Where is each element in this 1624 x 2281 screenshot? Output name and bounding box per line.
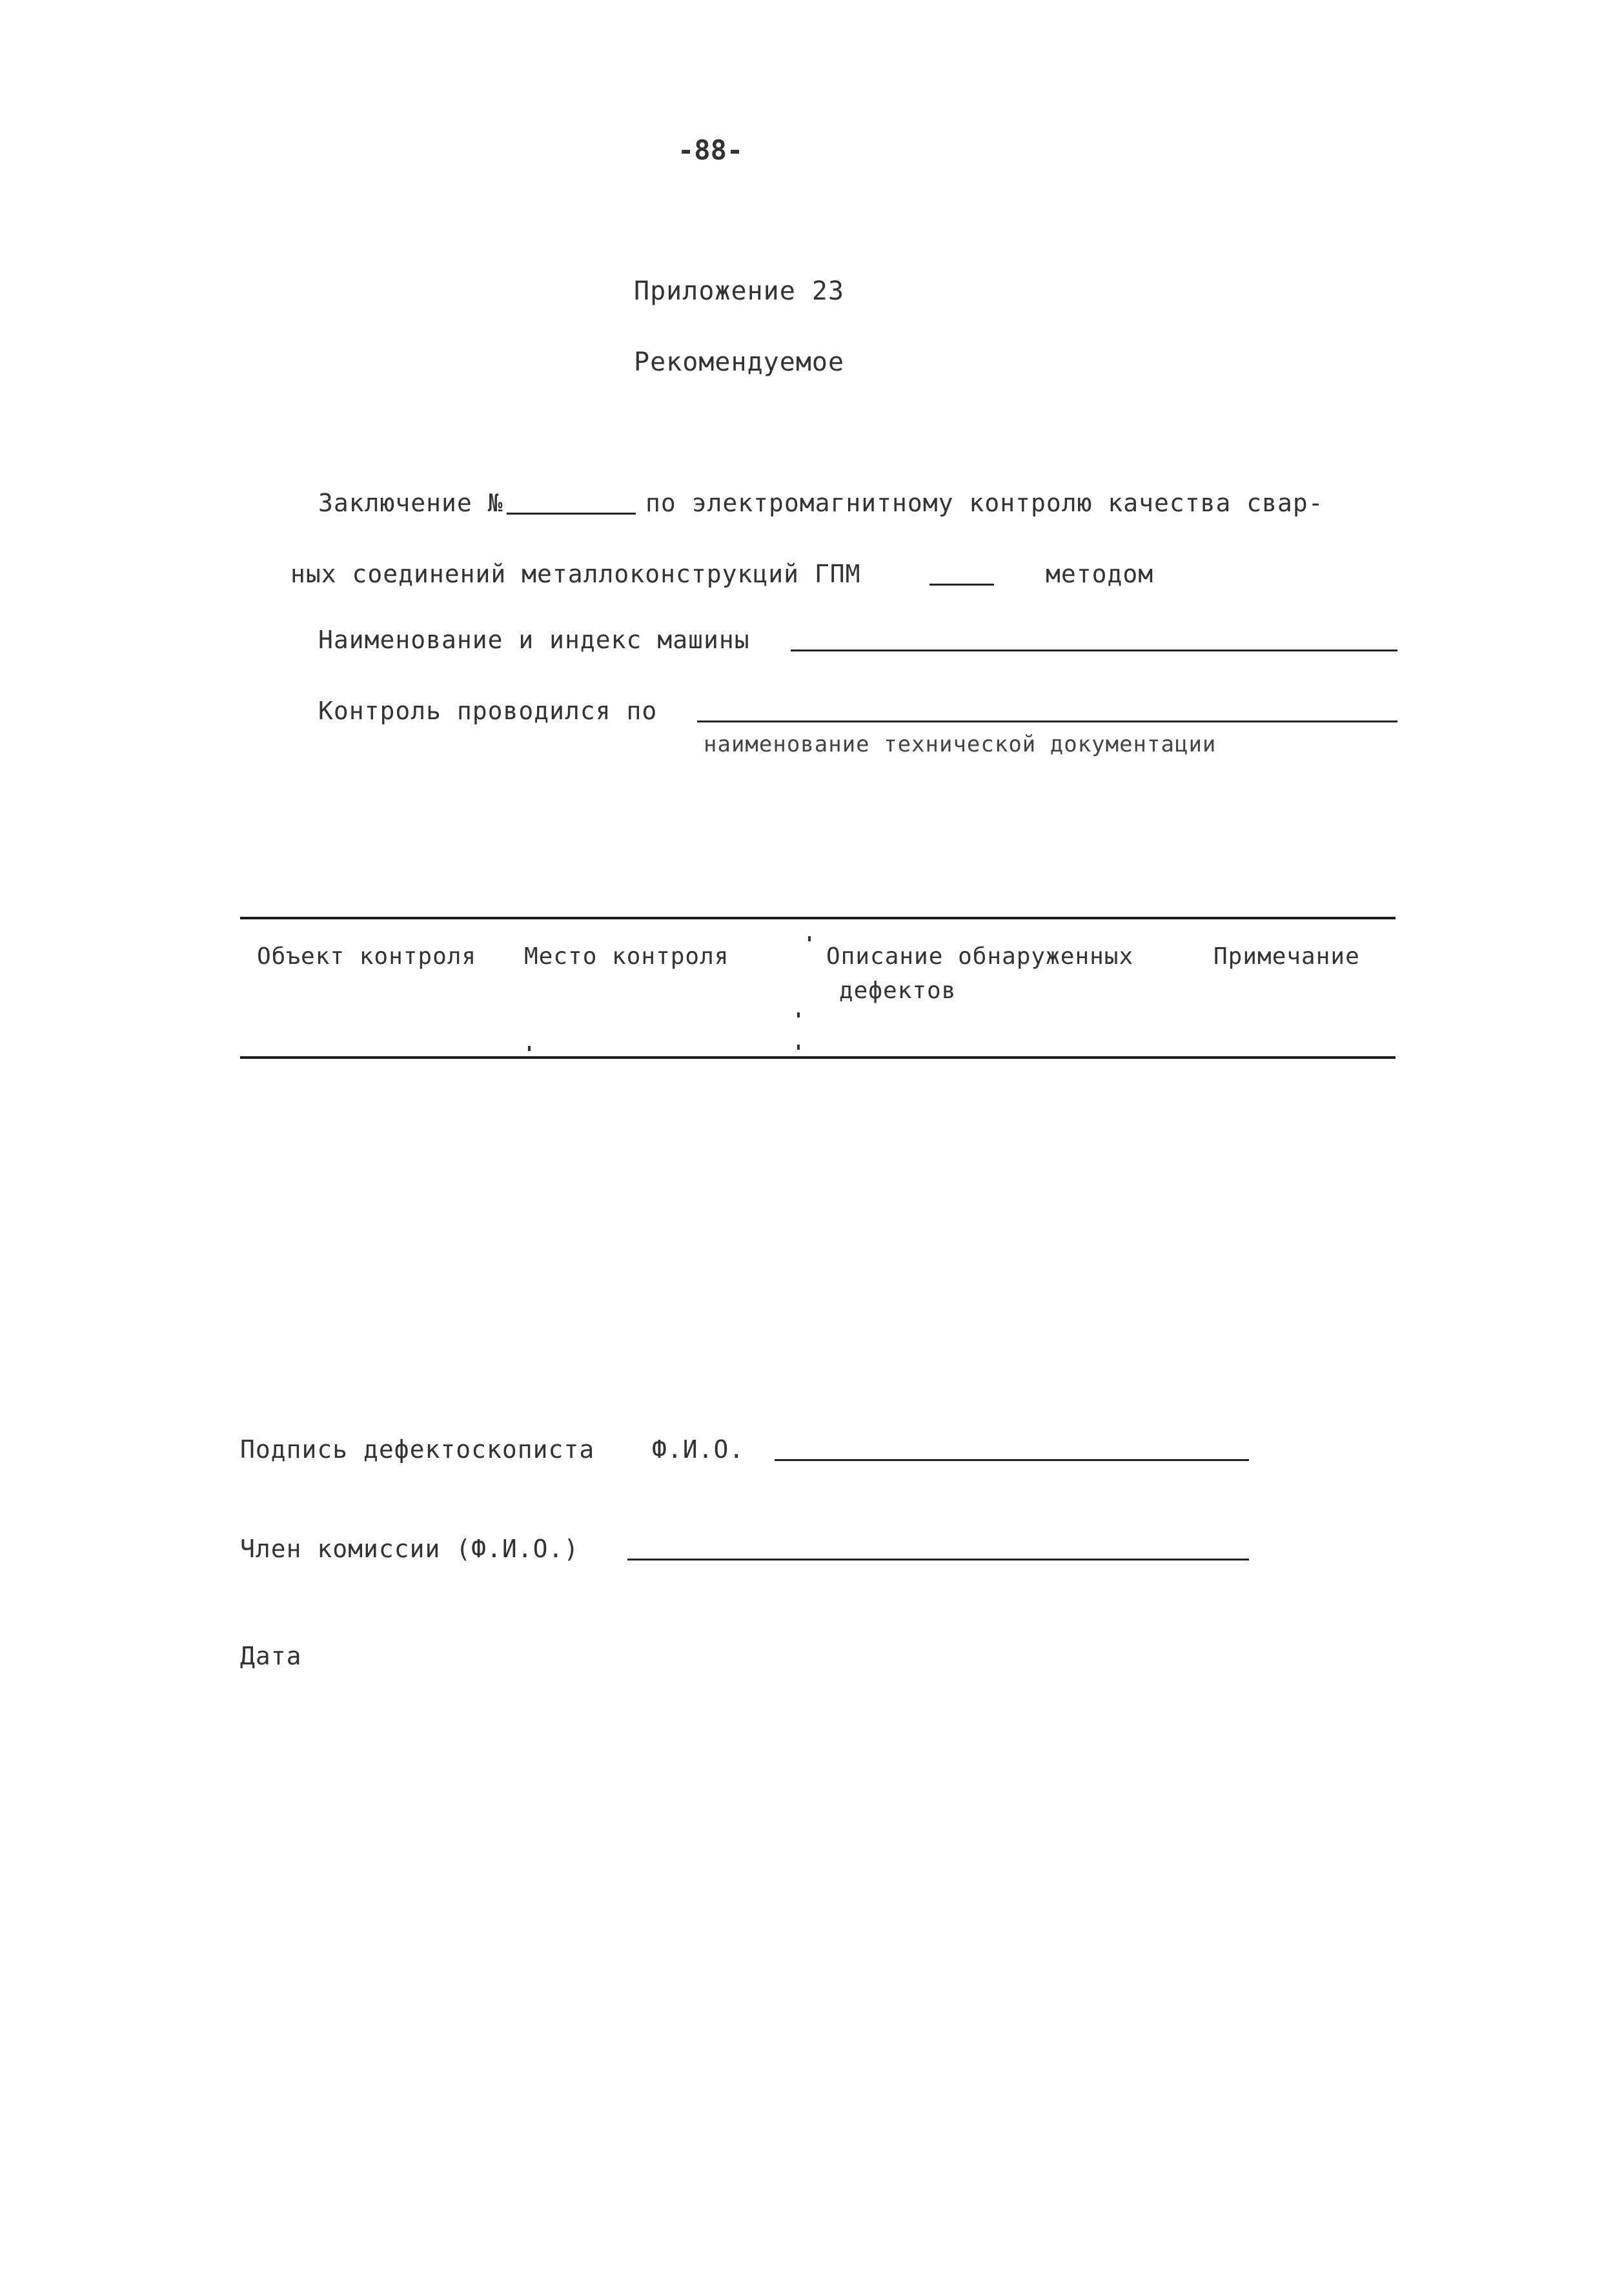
machine-name-field[interactable]	[791, 650, 1397, 651]
column-separator-mark	[808, 936, 811, 941]
table-header-object: Объект контроля	[257, 943, 477, 970]
conclusion-number-field[interactable]	[507, 513, 636, 515]
table-header-notes: Примечание	[1213, 943, 1360, 970]
control-basis-field[interactable]	[697, 721, 1397, 722]
table-header-location: Место контроля	[524, 943, 729, 970]
inspector-signature-label: Подпись дефектоскописта	[240, 1435, 595, 1464]
date-label: Дата	[240, 1642, 302, 1670]
appendix-title: Приложение 23	[634, 276, 845, 306]
inspector-name-label: Ф.И.О.	[652, 1435, 745, 1464]
column-separator-mark	[797, 1045, 800, 1050]
commission-member-field[interactable]	[627, 1559, 1249, 1560]
conclusion-number-label: Заключение №	[318, 489, 503, 517]
control-basis-caption: наименование технической документации	[704, 731, 1217, 757]
appendix-status: Рекомендуемое	[634, 347, 845, 377]
table-header-defects-line2: дефектов	[839, 977, 957, 1004]
conclusion-object-text: ных соединений металлоконструкций ГПМ	[290, 560, 861, 588]
control-basis-label: Контроль проводился по	[318, 697, 658, 725]
table-top-rule	[240, 917, 1396, 919]
page-number: -88-	[678, 134, 744, 166]
machine-name-label: Наименование и индекс машины	[318, 626, 750, 654]
method-label: методом	[1046, 560, 1154, 588]
table-header-defects: Описание обнаруженных	[826, 943, 1134, 970]
gpm-number-field[interactable]	[929, 584, 994, 586]
inspector-signature-field[interactable]	[775, 1459, 1249, 1461]
column-separator-mark	[528, 1046, 531, 1051]
commission-member-label: Член комиссии (Ф.И.О.)	[240, 1535, 580, 1563]
conclusion-subject-text: по электромагнитному контролю качества свар-	[645, 489, 1324, 517]
table-bottom-rule	[240, 1056, 1396, 1059]
column-separator-mark	[797, 1012, 800, 1018]
